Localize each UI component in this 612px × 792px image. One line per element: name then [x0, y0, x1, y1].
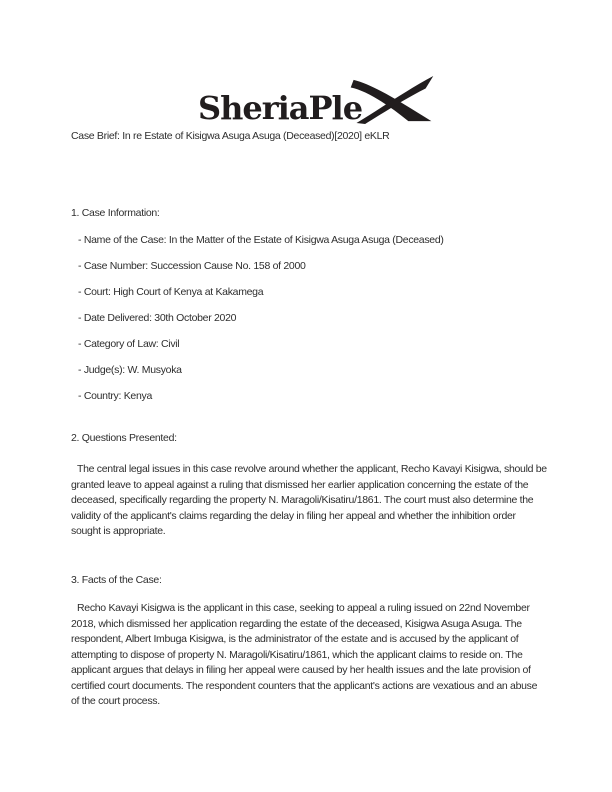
logo-wordmark: SheriaPle: [198, 88, 363, 127]
section-heading-case-information: 1. Case Information:: [71, 207, 160, 219]
list-item-court: - Court: High Court of Kenya at Kakamega: [78, 286, 264, 298]
section-heading-facts-of-the-case: 3. Facts of the Case:: [71, 574, 162, 586]
list-item-category-of-law: - Category of Law: Civil: [78, 338, 180, 350]
questions-presented-paragraph: The central legal issues in this case revolve around whether the applicant, Recho Kavayi Kisigwa, should be granted leave to appeal against a ruling that dismissed her earlier application concerning the estate of the deceased, specifically regarding the property N. Maragoli/Kisatiru/1861. The court must also determine the validity of the applicant's claims regarding the delay in filing her appeal and whether the inhibition order sought is appropriate.: [71, 463, 547, 537]
case-information-list: [71, 233, 547, 415]
logo-x-swoosh-icon: [349, 76, 435, 124]
list-item-case-name: - Name of the Case: In the Matter of the Estate of Kisigwa Asuga Asuga (Deceased): [78, 234, 444, 246]
list-item-date-delivered: - Date Delivered: 30th October 2020: [78, 312, 237, 324]
list-item-country: - Country: Kenya: [78, 390, 152, 402]
facts-of-the-case-paragraph: Recho Kavayi Kisigwa is the applicant in this case, seeking to appeal a ruling issued on 22nd November 2018, which dismissed her application regarding the estate of the deceased, Kisigwa Asuga Asuga. The respondent, Albert Imbuga Kisigwa, is the administrator of the estate and is accused by the applicant of attempting to dispose of property N. Maragoli/Kisatiru/1861, which the applicant claims to reside on. The applicant argues that delays in filing her appeal were caused by her health issues and the late provision of certified court documents. The respondent counters that the applicant's actions are vexatious and an abuse of the court process.: [71, 602, 538, 707]
list-item-case-number: - Case Number: Succession Cause No. 158 of 2000: [78, 260, 306, 272]
section-heading-questions-presented: 2. Questions Presented:: [71, 432, 177, 444]
sheriaplex-logo: [198, 74, 435, 127]
document-title: Case Brief: In re Estate of Kisigwa Asuga Asuga (Deceased)[2020] eKLR: [71, 130, 390, 142]
list-item-judges: - Judge(s): W. Musyoka: [78, 364, 182, 376]
